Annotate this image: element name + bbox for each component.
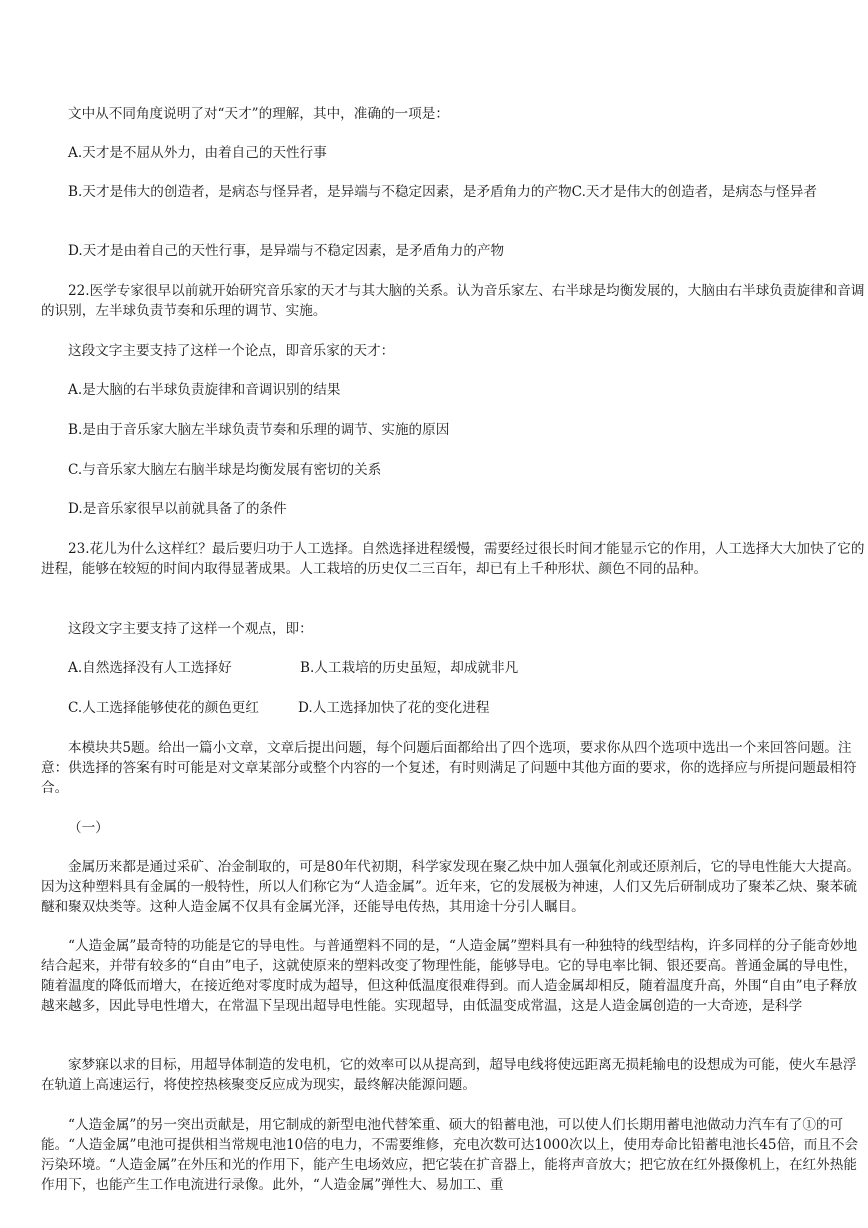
q22-question: 这段文字主要支持了这样一个论点，即音乐家的天才：: [68, 343, 395, 359]
passage-paragraph-1: 金属历来都是通过采矿、冶金制取的，可是80年代初期，科学家发现在聚乙炔中加人强氧化剂或还原剂后，它的导电性能大大提高。因为这种塑料具有金属的一般特性，所以人们称它为“人造金属”。近年来，它的发展极为神速，人们又先后研制成功了聚苯乙炔、聚苯硫醚和聚双炔类等。这种人造金属不仅具有金属光泽，还能导电传热，其用途十分引人瞩目。: [41, 859, 861, 915]
q23-option-c: C.人工选择能够使花的颜色更红: [68, 700, 259, 716]
module-instructions: 本模块共5题。给出一篇小文章，文章后提出问题，每个问题后面都给出了四个选项，要求你从四个选项中选出一个来回答问题。注意：供选择的答案有时可能是对文章某部分或整个内容的一个复述，有时则满足了问题中其他方面的要求，你的选择应与所提问题最相符合。: [41, 740, 857, 796]
q23-question: 这段文字主要支持了这样一个观点，即：: [68, 621, 313, 637]
q21-option-d: D.天才是由着自己的天性行事，是异端与不稳定因素，是矛盾角力的产物: [68, 243, 505, 259]
q22-option-b: B.是由于音乐家大脑左半球负责节奏和乐理的调节、实施的原因: [68, 422, 450, 438]
q23-options-row-1: [68, 658, 519, 678]
q22-option-a: A.是大脑的右半球负责旋律和音调识别的结果: [68, 382, 341, 398]
passage-paragraph-3: 家梦寐以求的目标，用超导体制造的发电机，它的效率可以从提高到，超导电线将使远距离无损耗输电的设想成为可能，使火车悬浮在轨道上高速运行，将使控热核聚变反应成为现实，最终解决能源问题。: [41, 1057, 857, 1093]
section-label: （一）: [68, 820, 109, 836]
q23-option-a: A.自然选择没有人工选择好: [68, 660, 232, 676]
q22-option-d: D.是音乐家很早以前就具备了的条件: [68, 501, 287, 517]
q23-options-row-2: [68, 698, 490, 718]
q21-option-bc: B.天才是伟大的创造者，是病态与怪异者，是异端与不稳定因素，是矛盾角力的产物C.天才是伟大的创造者，是病态与怪异者: [68, 184, 818, 200]
passage-paragraph-4: “人造金属”的另一突出贡献是，用它制成的新型电池代替笨重、硕大的铅蓄电池，可以使人们长期用蓄电池做动力汽车有了①的可能。“人造金属”电池可提供相当常规电池10倍的电力，不需要维修，充电次数可达1000次以上，使用寿命比铅蓄电池长45倍，而且不会污染环境。“人造金属”在外压和光的作用下，能产生电场效应，把它装在扩音器上，能将声音放大；把它放在红外摄像机上，在红外热能作用下，也能产生工作电流进行录像。此外，“人造金属”弹性大、易加工、重: [41, 1117, 859, 1193]
q23-option-d: D.人工选择加快了花的变化进程: [298, 700, 490, 716]
q22-stem: 22.医学专家很早以前就开始研究音乐家的天才与其大脑的关系。认为音乐家左、右半球是均衡发展的，大脑由右半球负责旋律和音调的识别，左半球负责节奏和乐理的调节、实施。: [41, 283, 865, 319]
q22-option-c: C.与音乐家大脑左右脑半球是均衡发展有密切的关系: [68, 462, 382, 478]
q21-option-a: A.天才是不屈从外力，由着自己的天性行事: [68, 145, 327, 161]
q23-stem: 23.花儿为什么这样红？最后要归功于人工选择。自然选择进程缓慢，需要经过很长时间才能显示它的作用，人工选择大大加快了它的进程，能够在较短的时间内取得显著成果。人工栽培的历史仅二三百年，却已有上千种形状、颜色不同的品种。: [41, 541, 865, 577]
question-intro: 文中从不同角度说明了对“天才”的理解，其中，准确的一项是：: [68, 106, 449, 122]
passage-paragraph-2: “人造金属”最奇特的功能是它的导电性。与普通塑料不同的是，“人造金属”塑料具有一种独特的线型结构，许多同样的分子能奇妙地结合起来，并带有较多的“自由”电子，这就使原来的塑料改变了物理性能，能够导电。它的导电率比铜、银还要高。普通金属的导电性，随着温度的降低而增大，在接近绝对零度时成为超导，但这种低温度很难得到。而人造金属却相反，随着温度升高，外围“自由”电子释放越来越多，因此导电性增大，在常温下呈现出超导电性能。实现超导，由低温变成常温，这是人造金属创造的一大奇迹，是科学: [41, 938, 858, 1014]
q23-option-b: B.人工栽培的历史虽短，却成就非凡: [300, 660, 519, 676]
